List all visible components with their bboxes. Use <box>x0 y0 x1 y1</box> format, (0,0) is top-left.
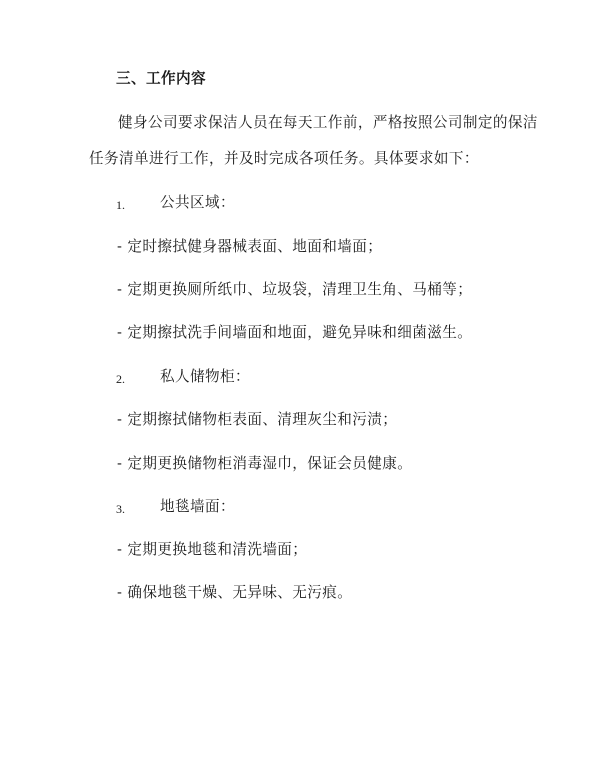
intro-paragraph-line-2: 任务清单进行工作，并及时完成各项任务。具体要求如下： <box>89 150 479 167</box>
list-bullet: - 定期更换储物柜消毒湿巾，保证会员健康。 <box>117 455 413 472</box>
list-number-1: 1. <box>116 198 125 212</box>
list-bullet: - 确保地毯干燥、无异味、无污痕。 <box>117 584 353 601</box>
list-number-2: 2. <box>116 372 125 386</box>
list-number-3: 3. <box>116 502 125 516</box>
section-heading: 三、工作内容 <box>116 70 206 87</box>
list-title-public-area: 公共区域： <box>160 194 235 211</box>
list-bullet: - 定时擦拭健身器械表面、地面和墙面； <box>117 238 383 255</box>
list-bullet: - 定期擦拭洗手间墙面和地面，避免异味和细菌滋生。 <box>117 324 473 341</box>
list-title-private-lockers: 私人储物柜： <box>160 368 250 385</box>
intro-paragraph-line-1: 健身公司要求保洁人员在每天工作前，严格按照公司制定的保洁 <box>118 114 538 131</box>
list-bullet: - 定期擦拭储物柜表面、清理灰尘和污渍； <box>117 411 398 428</box>
list-title-carpet-walls: 地毯墙面： <box>160 498 235 515</box>
list-bullet: - 定期更换地毯和清洗墙面； <box>117 541 308 558</box>
list-bullet: - 定期更换厕所纸巾、垃圾袋，清理卫生角、马桶等； <box>117 281 473 298</box>
